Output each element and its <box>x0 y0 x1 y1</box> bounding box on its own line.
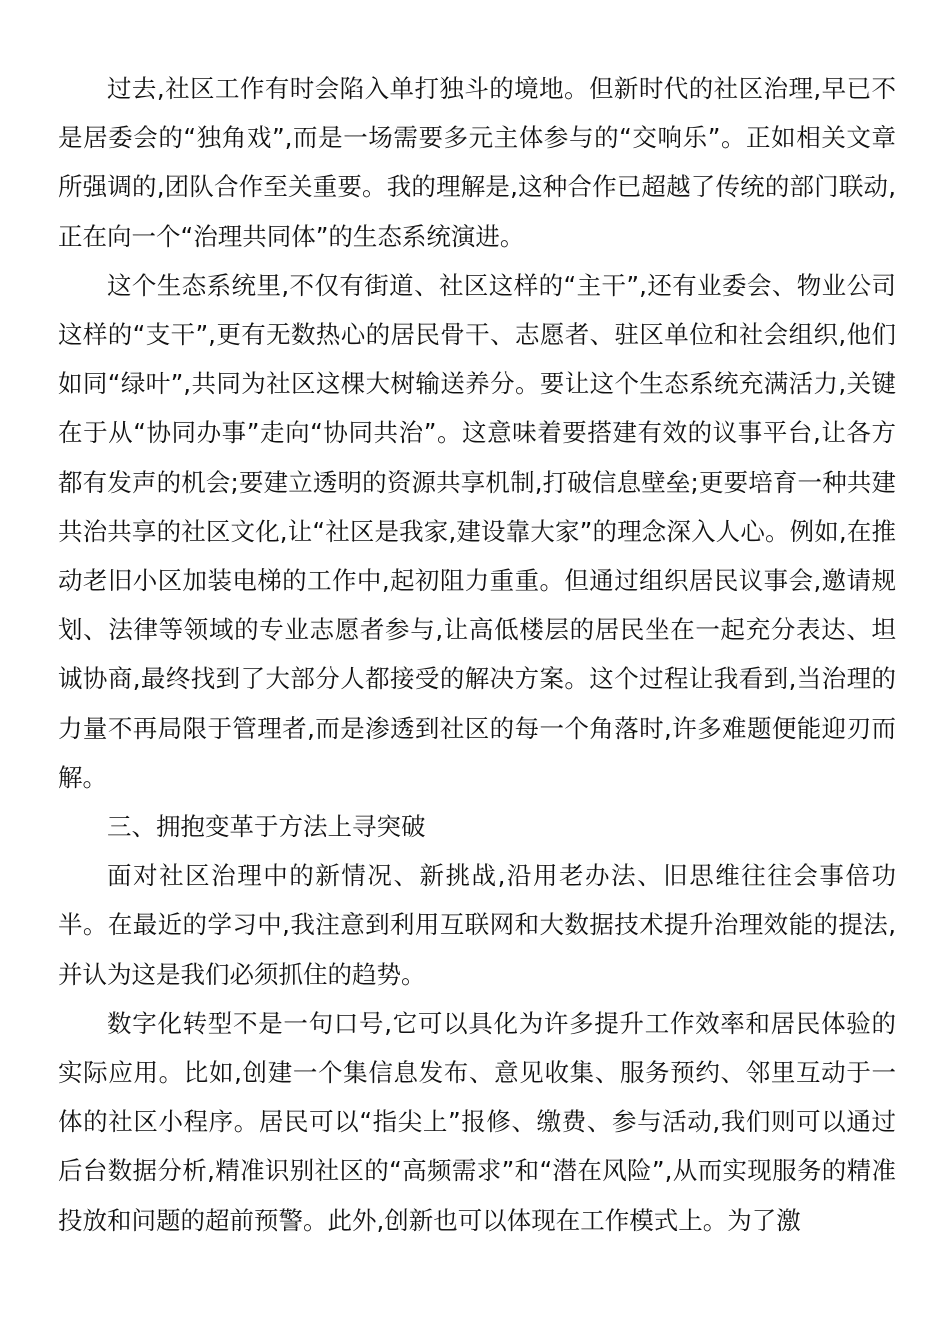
document-page <box>58 64 896 1245</box>
paragraph-digital-transformation: 数字化转型不是一句口号,它可以具化为许多提升工作效率和居民体验的实际应用。比如,创建一个集信息发布、意见收集、服务预约、邻里互动于一体的社区小程序。居民可以“指尖上”报修、缴费、参与活动,我们则可以通过后台数据分析,精准识别社区的“高频需求”和“潜在风险”,从而实现服务的精准投放和问题的超前预警。此外,创新也可以体现在工作模式上。为了激 <box>58 1008 896 1235</box>
section-heading-3: 三、拥抱变革于方法上寻突破 <box>107 812 426 842</box>
paragraph-ecosystem: 这个生态系统里,不仅有街道、社区这样的“主干”,还有业委会、物业公司这样的“支干”,更有无数热心的居民骨干、志愿者、驻区单位和社会组织,他们如同“绿叶”,共同为社区这棵大树输送养分。要让这个生态系统充满活力,关键在于从“协同办事”走向“协同共治”。这意味着要搭建有效的议事平台,让各方都有发声的机会;要建立透明的资源共享机制,打破信息壁垒;更要培育一种共建共治共享的社区文化,让“社区是我家,建设靠大家”的理念深入人心。例如,在推动老旧小区加装电梯的工作中,起初阻力重重。但通过组织居民议事会,邀请规划、法律等领域的专业志愿者参与,让高低楼层的居民坐在一起充分表达、坦诚协商,最终找到了大部分人都接受的解决方案。这个过程让我看到,当治理的力量不再局限于管理者,而是渗透到社区的每一个角落时,许多难题便能迎刃而解。 <box>58 270 896 792</box>
paragraph-team-collaboration: 过去,社区工作有时会陷入单打独斗的境地。但新时代的社区治理,早已不是居委会的“独角戏”,而是一场需要多元主体参与的“交响乐”。正如相关文章所强调的,团队合作至关重要。我的理解是,这种合作已超越了传统的部门联动,正在向一个“治理共同体”的生态系统演进。 <box>58 74 896 251</box>
paragraph-new-challenges: 面对社区治理中的新情况、新挑战,沿用老办法、旧思维往往会事倍功半。在最近的学习中,我注意到利用互联网和大数据技术提升治理效能的提法,并认为这是我们必须抓住的趋势。 <box>58 861 896 989</box>
